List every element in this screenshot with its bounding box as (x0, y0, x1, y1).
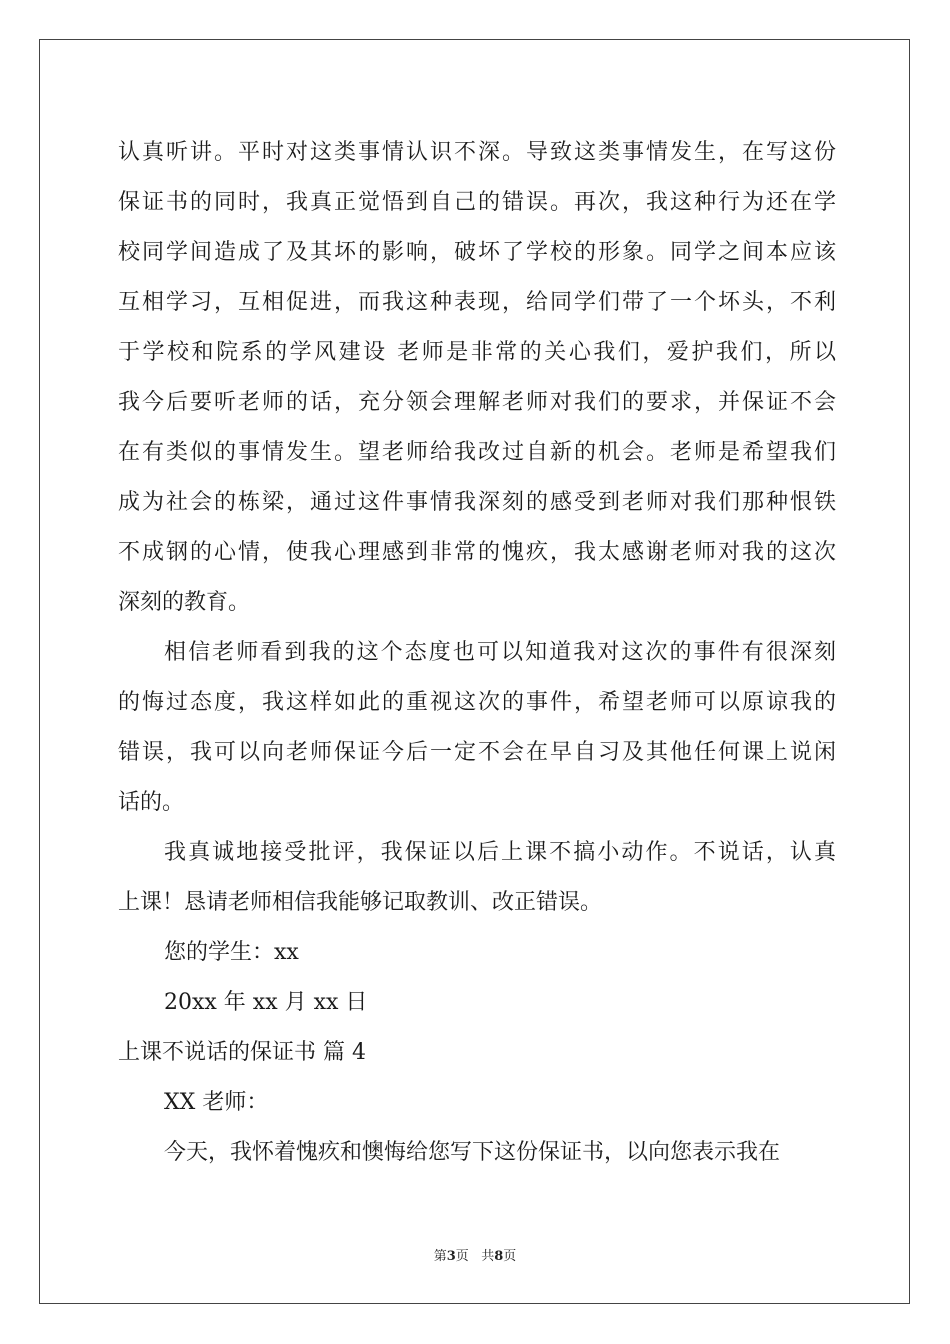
page-mid: 页 共 (455, 1249, 495, 1264)
salutation: XX 老师： (164, 1090, 269, 1115)
page-prefix: 第 (433, 1249, 447, 1264)
paragraph-1 (118, 128, 836, 628)
text-line: 话的。 (118, 790, 185, 815)
text-line: 错误，我可以向老师保证今后一定不会在早自习及其他任何课上说闲 (118, 740, 836, 765)
text-line: 我今后要听老师的话，充分领会理解老师对我们的要求，并保证不会 (118, 390, 836, 415)
signature: 您的学生：xx (164, 940, 299, 965)
text-line: 认真听讲。平时对这类事情认识不深。导致这类事情发生，在写这份 (118, 140, 836, 165)
page-current: 3 (446, 1249, 456, 1264)
text-line: 于学校和院系的学风建设 老师是非常的关心我们，爱护我们，所以 (118, 340, 836, 365)
page-suffix: 页 (503, 1249, 517, 1264)
text-line: 深刻的教育。 (118, 590, 251, 615)
text-line: 校同学间造成了及其坏的影响，破坏了学校的形象。同学之间本应该 (118, 240, 836, 265)
document-body (118, 128, 836, 1178)
text-line: 上课！恳请老师相信我能够记取教训、改正错误。 (118, 890, 603, 915)
text-line: 成为社会的栋梁，通过这件事情我深刻的感受到老师对我们那种恨铁 (118, 490, 836, 515)
text-line: 今天，我怀着愧疚和懊悔给您写下这份保证书，以向您表示我在 (164, 1140, 781, 1165)
text-line: 不成钢的心情，使我心理感到非常的愧疚，我太感谢老师对我的这次 (118, 540, 836, 565)
text-line: 相信老师看到我的这个态度也可以知道我对这次的事件有很深刻 (164, 640, 836, 665)
text-line: 我真诚地接受批评，我保证以后上课不搞小动作。不说话，认真 (164, 840, 836, 865)
page-total: 8 (494, 1249, 504, 1264)
page-number-footer (0, 1245, 950, 1264)
text-line: 互相学习，互相促进，而我这种表现，给同学们带了一个坏头，不利 (118, 290, 836, 315)
paragraph-3 (118, 828, 836, 928)
date: 20xx 年 xx 月 xx 日 (164, 990, 368, 1015)
text-line: 的悔过态度，我这样如此的重视这次的事件，希望老师可以原谅我的 (118, 690, 836, 715)
text-line: 在有类似的事情发生。望老师给我改过自新的机会。老师是希望我们 (118, 440, 836, 465)
text-line: 保证书的同时，我真正觉悟到自己的错误。再次，我这种行为还在学 (118, 190, 836, 215)
paragraph-2 (118, 628, 836, 828)
paragraph-4 (118, 1128, 836, 1178)
section-title: 上课不说话的保证书 篇 4 (118, 1040, 366, 1065)
